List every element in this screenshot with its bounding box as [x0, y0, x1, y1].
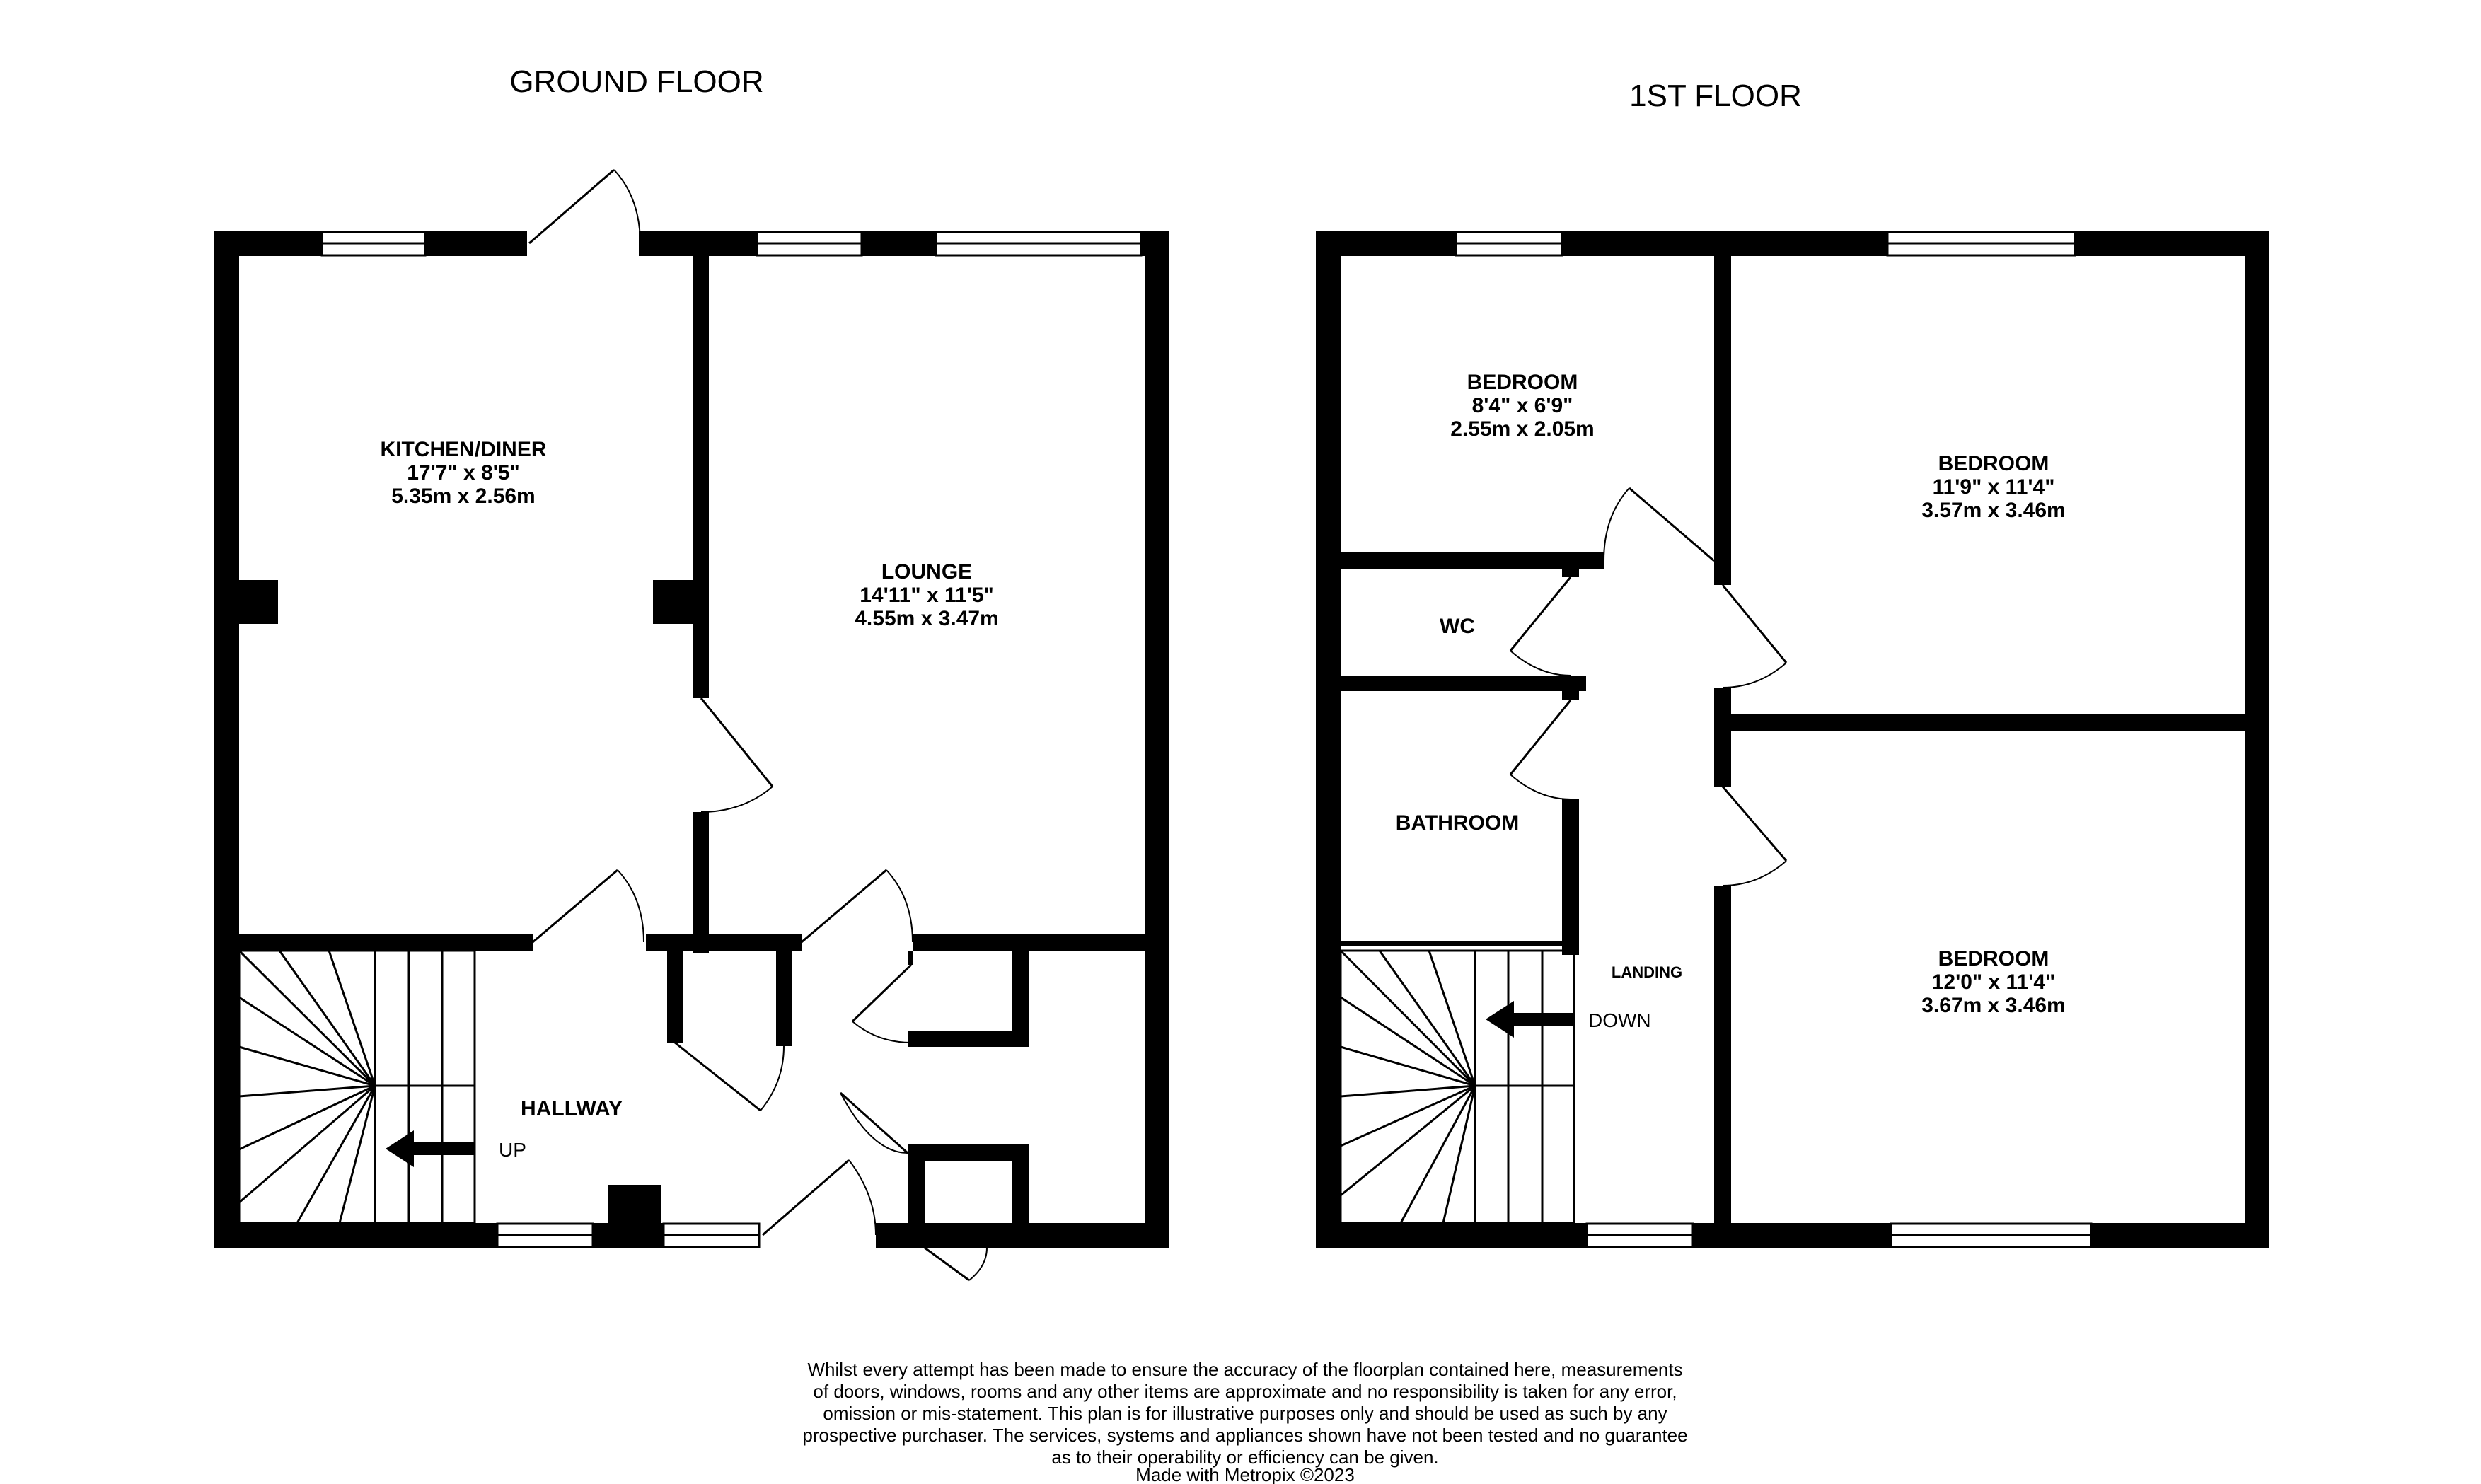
- disclaimer-line-2: of doors, windows, rooms and any other items are approximate and no responsibility is taken for any error,: [813, 1381, 1677, 1402]
- ground-wall-west: [214, 231, 239, 1248]
- first-door-small-bedroom: [1604, 488, 1714, 561]
- disclaimer-line-5: as to their operability or efficiency can be given.: [1051, 1447, 1439, 1468]
- first-wall-wc-south: [1341, 676, 1586, 691]
- ground-wall-hall-north-c: [913, 934, 1145, 951]
- ground-wall-hall-north-b: [646, 934, 802, 951]
- first-wall-west-upper: [1316, 231, 1341, 540]
- ground-chimney-left: [239, 580, 278, 624]
- ground-kitchen-imperial: 17'7" x 8'5": [407, 461, 520, 485]
- ground-door-cupboard: [675, 1043, 784, 1111]
- first-small-bedroom-name: BEDROOM: [1467, 371, 1578, 394]
- disclaimer-line-4: prospective purchaser. The services, systems and appliances shown have not been tested and no guarantee: [802, 1425, 1688, 1446]
- first-front-bedroom-name: BEDROOM: [1938, 452, 2049, 475]
- first-wall-east: [2245, 231, 2269, 1248]
- first-staircase: [1341, 951, 1574, 1223]
- ground-floor-plan: [214, 170, 1169, 1280]
- disclaimer: [802, 1359, 1687, 1484]
- first-stairs-arrow: [1486, 1001, 1574, 1038]
- first-front-bedroom-metric: 3.57m x 3.46m: [1921, 499, 2066, 522]
- first-rear-bedroom-name: BEDROOM: [1938, 947, 2049, 970]
- first-front-bedroom-imperial: 11'9" x 11'4": [1932, 475, 2055, 499]
- first-rear-bedroom-metric: 3.67m x 3.46m: [1921, 994, 2066, 1017]
- ground-lounge-imperial: 14'11" x 11'5": [860, 584, 994, 607]
- first-wall-landing-east-c: [1714, 886, 1731, 1223]
- ground-wc-wall-stub: [908, 951, 913, 965]
- ground-window-lounge-right: [936, 232, 1141, 255]
- first-wc-name: WC: [1440, 615, 1475, 638]
- first-small-bedroom-imperial: 8'4" x 6'9": [1471, 394, 1573, 417]
- ground-door-kitchen-back: [529, 170, 640, 243]
- ground-floor-title: GROUND FLOOR: [509, 64, 764, 99]
- first-wall-south: [1316, 1223, 2269, 1248]
- ground-door-wc: [852, 965, 911, 1043]
- ground-door-porch-outer: [925, 1248, 987, 1280]
- first-window-front-bedroom: [1887, 232, 2075, 255]
- first-rear-bedroom-imperial: 12'0" x 11'4": [1931, 970, 2056, 994]
- first-door-rear-bedroom: [1723, 787, 1786, 886]
- disclaimer-line-3: omission or mis-statement. This plan is for illustrative purposes only and should be used as such by any: [823, 1403, 1667, 1424]
- first-floor-title: 1ST FLOOR: [1629, 79, 1802, 113]
- ground-porch-wall-east: [1012, 1144, 1029, 1226]
- disclaimer-line-1: Whilst every attempt has been made to ensure the accuracy of the floorplan contained here, measurements: [807, 1359, 1683, 1380]
- first-wall-bathroom-east: [1562, 799, 1579, 955]
- first-door-front-bedroom: [1723, 585, 1786, 688]
- ground-wall-hall-north-a: [239, 934, 533, 951]
- ground-hallway-name: HALLWAY: [521, 1097, 623, 1120]
- ground-kitchen-metric: 5.35m x 2.56m: [391, 485, 536, 508]
- ground-cupboard-wall-right: [776, 951, 792, 1046]
- ground-wall-kitchen-lounge-upper: [693, 256, 709, 698]
- ground-chimney-right: [653, 580, 693, 624]
- ground-stairs-label: UP: [499, 1139, 526, 1161]
- ground-door-hall-kitchen: [533, 870, 644, 942]
- first-window-small-bedroom: [1456, 232, 1562, 255]
- first-wall-west-lower: [1316, 540, 1341, 1248]
- ground-door-porch-inner: [840, 1093, 908, 1153]
- first-stairs-label: DOWN: [1588, 1009, 1651, 1031]
- ground-window-hall-right: [664, 1224, 759, 1247]
- ground-radiator-block: [608, 1185, 661, 1227]
- ground-window-kitchen: [322, 232, 425, 255]
- ground-window-lounge-left: [757, 232, 862, 255]
- ground-cupboard-wall-left: [667, 951, 683, 1043]
- ground-door-front: [763, 1160, 876, 1235]
- ground-wall-kitchen-lounge-lower: [693, 812, 709, 953]
- ground-stairs-arrow: [386, 1130, 475, 1167]
- disclaimer-line-6: Made with Metropix ©2023: [1135, 1464, 1355, 1484]
- first-wall-landing-east-b: [1714, 688, 1731, 787]
- ground-lounge-name: LOUNGE: [881, 560, 973, 584]
- first-bathroom-name: BATHROOM: [1395, 811, 1520, 835]
- ground-porch-wall-west: [908, 1144, 925, 1248]
- first-door-bathroom: [1510, 700, 1571, 799]
- first-door-wc: [1510, 577, 1571, 676]
- first-wall-wc-top-stub: [1562, 569, 1579, 577]
- first-small-bedroom-metric: 2.55m x 2.05m: [1450, 417, 1595, 441]
- first-floor-plan: [1316, 231, 2269, 1248]
- ground-staircase: [239, 951, 475, 1223]
- ground-door-kitchen-lounge: [701, 698, 773, 812]
- first-wall-wc-stub: [1562, 676, 1579, 700]
- first-wall-bathroom-south: [1341, 941, 1579, 946]
- ground-wall-east: [1145, 231, 1169, 1248]
- ground-lounge-metric: 4.55m x 3.47m: [855, 607, 999, 630]
- ground-door-hall-lounge: [802, 870, 913, 942]
- ground-wc-wall-south: [908, 1031, 1029, 1047]
- first-landing-name: LANDING: [1611, 963, 1683, 981]
- ground-kitchen-name: KITCHEN/DINER: [380, 438, 547, 461]
- ground-porch-wall-north: [908, 1144, 1028, 1161]
- first-window-landing: [1587, 1224, 1693, 1247]
- first-wall-bedrooms-divider: [1731, 714, 2245, 731]
- ground-window-hall-left: [497, 1224, 593, 1247]
- first-window-rear-bedroom: [1891, 1224, 2091, 1247]
- first-wall-landing-east-a: [1714, 256, 1731, 585]
